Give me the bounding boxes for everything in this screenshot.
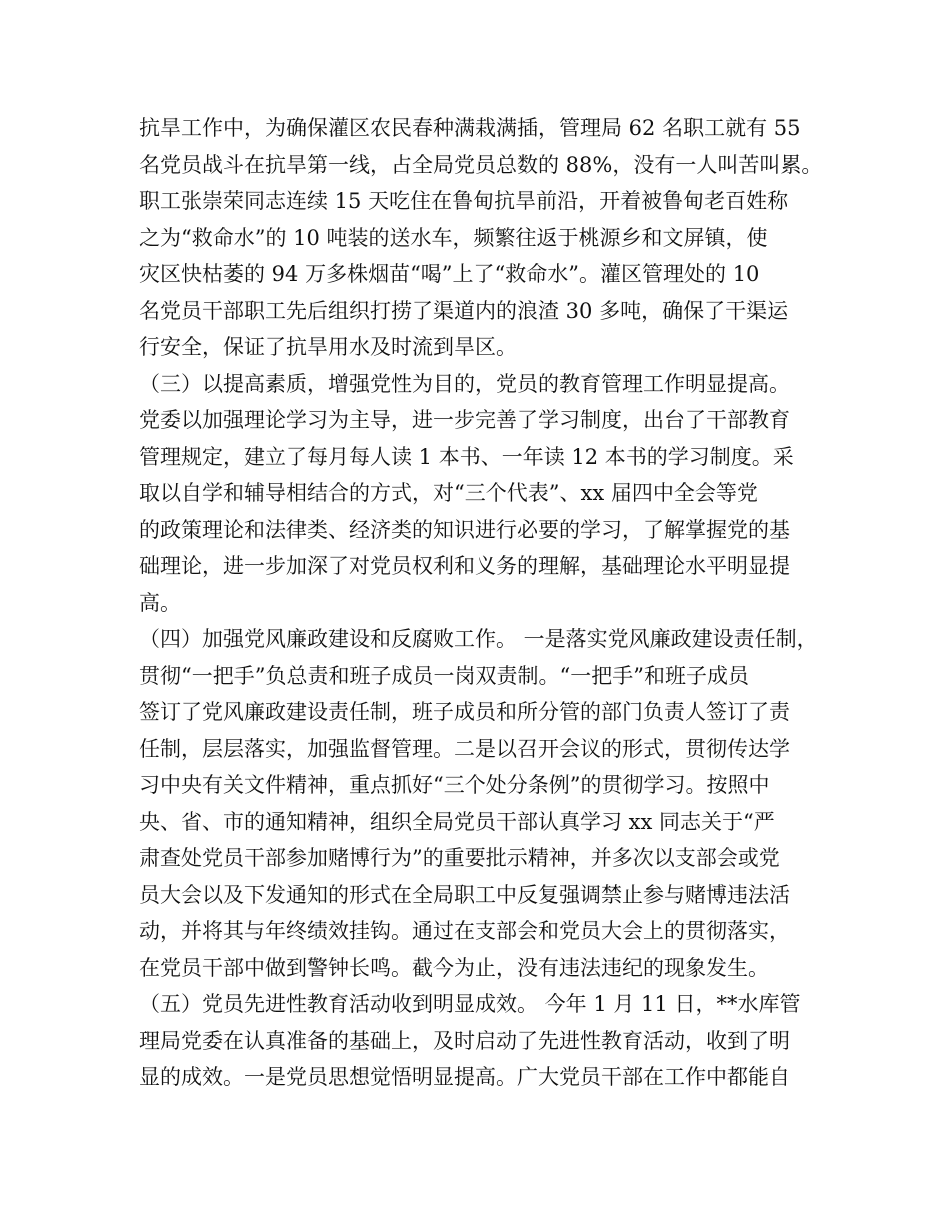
text-line: 肃查处党员干部参加赌博行为”的重要批示精神，并多次以支部会或党 xyxy=(139,846,780,870)
text-line: 抗旱工作中，为确保灌区农民春种满栽满插，管理局 62 名职工就有 55 xyxy=(139,116,801,140)
text-line: 央、省、市的通知精神，组织全局党员干部认真学习 xx 同志关于“严 xyxy=(139,809,775,834)
text-line: 础理论，进一步加深了对党员权利和义务的理解，基础理论水平明显提 xyxy=(139,554,790,578)
text-line: 名党员战斗在抗旱第一线，占全局党员总数的 88%，没有一人叫苦叫累。 xyxy=(139,152,823,177)
text-line: 任制，层层落实，加强监督管理。二是以召开会议的形式，贯彻传达学 xyxy=(139,736,790,761)
text-line: 动，并将其与年终绩效挂钩。通过在支部会和党员大会上的贯彻落实， xyxy=(139,919,790,943)
section-heading-3: （三）以提高素质，增强党性为目的，党员的教育管理工作明显提高。 xyxy=(139,371,790,396)
text-line: 理局党委在认真准备的基础上，及时启动了先进性教育活动，收到了明 xyxy=(139,1028,790,1053)
text-line: 名党员干部职工先后组织打捞了渠道内的浪渣 30 多吨，确保了干渠运 xyxy=(139,298,789,323)
text-line: 在党员干部中做到警钟长鸣。截今为止，没有违法违纪的现象发生。 xyxy=(139,955,769,980)
text-line: 习中央有关文件精神，重点抓好“三个处分条例”的贯彻学习。按照中 xyxy=(139,773,770,797)
text-line: 取以自学和辅导相结合的方式，对“三个代表”、xx 届四中全会等党 xyxy=(139,481,758,505)
text-line: 的政策理论和法律类、经济类的知识进行必要的学习，了解掌握党的基 xyxy=(139,517,790,542)
section-heading-5: （五）党员先进性教育活动收到明显成效。 今年 1 月 11 日，**水库管 xyxy=(139,992,801,1016)
text-line: 职工张崇荣同志连续 15 天吃住在鲁甸抗旱前沿，开着被鲁甸老百姓称 xyxy=(139,189,789,213)
text-line: 灾区快枯萎的 94 万多株烟苗“喝”上了“救命水”。灌区管理处的 10 xyxy=(139,262,760,286)
text-line: 之为“救命水”的 10 吨装的送水车，频繁往返于桃源乡和文屏镇，使 xyxy=(139,225,768,250)
text-line: 行安全，保证了抗旱用水及时流到旱区。 xyxy=(139,335,517,359)
text-line: 管理规定，建立了每月每人读 1 本书、一年读 12 本书的学习制度。采 xyxy=(139,444,794,469)
text-line: 签订了党风廉政建设责任制，班子成员和所分管的部门负责人签订了责 xyxy=(139,700,790,724)
text-line: 党委以加强理论学习为主导，进一步完善了学习制度，出台了干部教育 xyxy=(139,408,790,432)
body-text xyxy=(139,110,829,1096)
text-line: 显的成效。一是党员思想觉悟明显提高。广大党员干部在工作中都能自 xyxy=(139,1065,790,1089)
text-line: 高。 xyxy=(139,590,181,615)
text-line: 员大会以及下发通知的形式在全局职工中反复强调禁止参与赌博违法活 xyxy=(139,882,790,907)
section-heading-4: （四）加强党风廉政建设和反腐败工作。 一是落实党风廉政建设责任制， xyxy=(139,627,818,651)
text-line: 贯彻“一把手”负总责和班子成员一岗双责制。“一把手”和班子成员 xyxy=(139,663,749,688)
